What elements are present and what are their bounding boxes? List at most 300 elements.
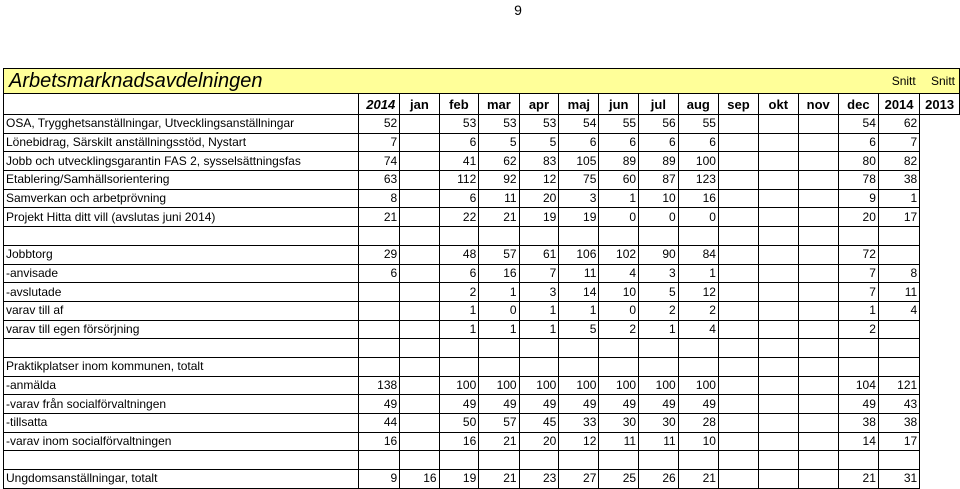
- value-cell: [599, 451, 639, 470]
- value-cell: [878, 320, 919, 339]
- value-cell: 1: [519, 301, 559, 320]
- value-cell: 10: [599, 283, 639, 302]
- value-cell: [798, 357, 838, 376]
- value-cell: 25: [599, 470, 639, 489]
- spacer-row: [4, 451, 960, 470]
- value-cell: 57: [479, 414, 519, 433]
- value-cell: 21: [358, 208, 400, 227]
- row-label: Etablering/Samhällsorientering: [4, 171, 359, 190]
- value-cell: [759, 283, 799, 302]
- value-cell: 3: [559, 189, 599, 208]
- value-cell: 1: [838, 301, 878, 320]
- value-cell: 49: [559, 395, 599, 414]
- snitt-label-2013: Snitt: [920, 69, 960, 94]
- value-cell: 52: [358, 115, 400, 134]
- value-cell: 21: [838, 470, 878, 489]
- value-cell: [718, 189, 758, 208]
- row-label: varav till egen försörjning: [4, 320, 359, 339]
- column-header: 2014: [358, 94, 400, 115]
- value-cell: 0: [639, 208, 679, 227]
- value-cell: 6: [678, 133, 718, 152]
- value-cell: [759, 115, 799, 134]
- value-cell: 9: [838, 189, 878, 208]
- value-cell: [479, 451, 519, 470]
- value-cell: [519, 339, 559, 358]
- value-cell: [798, 115, 838, 134]
- value-cell: 100: [678, 376, 718, 395]
- value-cell: 1: [678, 264, 718, 283]
- value-cell: [718, 414, 758, 433]
- table-row: [4, 283, 960, 302]
- value-cell: 54: [838, 115, 878, 134]
- value-cell: 27: [559, 470, 599, 489]
- value-cell: 4: [599, 264, 639, 283]
- value-cell: 53: [439, 115, 479, 134]
- value-cell: [718, 208, 758, 227]
- value-cell: 7: [358, 133, 400, 152]
- value-cell: 57: [479, 245, 519, 264]
- value-cell: 2: [678, 301, 718, 320]
- value-cell: [358, 451, 400, 470]
- value-cell: 21: [479, 470, 519, 489]
- table-row: [4, 171, 960, 190]
- value-cell: 2: [639, 301, 679, 320]
- value-cell: [400, 320, 439, 339]
- table-row: [4, 432, 960, 451]
- value-cell: [639, 357, 679, 376]
- value-cell: 100: [678, 152, 718, 171]
- column-header: okt: [759, 94, 799, 115]
- value-cell: [798, 189, 838, 208]
- value-cell: 19: [519, 208, 559, 227]
- spacer-row: [4, 227, 960, 246]
- table-row: [4, 357, 960, 376]
- value-cell: 100: [439, 376, 479, 395]
- value-cell: [759, 376, 799, 395]
- value-cell: [759, 451, 799, 470]
- value-cell: [718, 339, 758, 358]
- value-cell: [400, 395, 439, 414]
- value-cell: 31: [878, 470, 919, 489]
- value-cell: [798, 376, 838, 395]
- value-cell: 29: [358, 245, 400, 264]
- column-header: aug: [678, 94, 718, 115]
- row-label: Jobb och utvecklingsgarantin FAS 2, sysselsättningsfas: [4, 152, 359, 171]
- value-cell: 62: [479, 152, 519, 171]
- value-cell: 21: [479, 432, 519, 451]
- value-cell: [479, 357, 519, 376]
- row-label: Jobbtorg: [4, 245, 359, 264]
- value-cell: [798, 208, 838, 227]
- value-cell: 6: [838, 133, 878, 152]
- value-cell: [559, 357, 599, 376]
- value-cell: 100: [559, 376, 599, 395]
- value-cell: 2: [599, 320, 639, 339]
- value-cell: [639, 451, 679, 470]
- value-cell: 5: [639, 283, 679, 302]
- value-cell: [439, 357, 479, 376]
- snitt-label-2014: Snitt: [878, 69, 919, 94]
- value-cell: [878, 451, 919, 470]
- value-cell: [400, 152, 439, 171]
- value-cell: 7: [838, 283, 878, 302]
- value-cell: 41: [439, 152, 479, 171]
- value-cell: 38: [878, 171, 919, 190]
- row-label: Projekt Hitta ditt vill (avslutas juni 2014): [4, 208, 359, 227]
- value-cell: [400, 171, 439, 190]
- value-cell: 22: [439, 208, 479, 227]
- value-cell: [759, 339, 799, 358]
- value-cell: 50: [439, 414, 479, 433]
- value-cell: [400, 414, 439, 433]
- table-row: [4, 414, 960, 433]
- value-cell: 1: [479, 283, 519, 302]
- value-cell: [838, 357, 878, 376]
- value-cell: [599, 339, 639, 358]
- value-cell: 12: [559, 432, 599, 451]
- value-cell: [759, 171, 799, 190]
- value-cell: 102: [599, 245, 639, 264]
- value-cell: 100: [519, 376, 559, 395]
- value-cell: [559, 339, 599, 358]
- value-cell: [439, 227, 479, 246]
- value-cell: 44: [358, 414, 400, 433]
- value-cell: 0: [479, 301, 519, 320]
- value-cell: [400, 133, 439, 152]
- value-cell: 19: [559, 208, 599, 227]
- value-cell: 38: [838, 414, 878, 433]
- value-cell: 100: [479, 376, 519, 395]
- value-cell: 16: [358, 432, 400, 451]
- value-cell: 55: [599, 115, 639, 134]
- value-cell: 49: [678, 395, 718, 414]
- value-cell: [878, 339, 919, 358]
- column-header: dec: [838, 94, 878, 115]
- value-cell: 49: [599, 395, 639, 414]
- value-cell: [718, 227, 758, 246]
- sheet-title: Arbetsmarknadsavdelningen: [4, 69, 879, 94]
- column-header: nov: [798, 94, 838, 115]
- value-cell: 1: [439, 301, 479, 320]
- value-cell: 43: [878, 395, 919, 414]
- value-cell: 11: [878, 283, 919, 302]
- value-cell: [358, 227, 400, 246]
- value-cell: [400, 189, 439, 208]
- value-cell: 12: [519, 171, 559, 190]
- value-cell: 28: [678, 414, 718, 433]
- value-cell: 61: [519, 245, 559, 264]
- value-cell: [400, 339, 439, 358]
- value-cell: 30: [599, 414, 639, 433]
- value-cell: 9: [358, 470, 400, 489]
- value-cell: [838, 227, 878, 246]
- value-cell: 20: [838, 208, 878, 227]
- value-cell: 92: [479, 171, 519, 190]
- value-cell: [599, 357, 639, 376]
- value-cell: 104: [838, 376, 878, 395]
- row-label: [4, 339, 359, 358]
- value-cell: [718, 152, 758, 171]
- value-cell: 60: [599, 171, 639, 190]
- value-cell: 1: [639, 320, 679, 339]
- column-header: sep: [718, 94, 758, 115]
- value-cell: [798, 470, 838, 489]
- value-cell: [439, 451, 479, 470]
- row-label: -tillsatta: [4, 414, 359, 433]
- value-cell: 33: [559, 414, 599, 433]
- value-cell: [759, 320, 799, 339]
- value-cell: 16: [678, 189, 718, 208]
- row-label: [4, 227, 359, 246]
- value-cell: [718, 171, 758, 190]
- value-cell: 100: [599, 376, 639, 395]
- value-cell: 49: [439, 395, 479, 414]
- value-cell: 11: [639, 432, 679, 451]
- value-cell: 89: [639, 152, 679, 171]
- value-cell: 2: [439, 283, 479, 302]
- value-cell: 3: [519, 283, 559, 302]
- value-cell: [759, 152, 799, 171]
- column-header: feb: [439, 94, 479, 115]
- spacer-row: [4, 339, 960, 358]
- value-cell: 63: [358, 171, 400, 190]
- value-cell: [519, 451, 559, 470]
- value-cell: 16: [479, 264, 519, 283]
- value-cell: 14: [559, 283, 599, 302]
- value-cell: 10: [678, 432, 718, 451]
- column-header: jul: [639, 94, 679, 115]
- value-cell: 6: [599, 133, 639, 152]
- value-cell: 49: [838, 395, 878, 414]
- table-row: [4, 320, 960, 339]
- value-cell: [559, 227, 599, 246]
- value-cell: [759, 414, 799, 433]
- value-cell: [759, 432, 799, 451]
- value-cell: [759, 227, 799, 246]
- value-cell: 6: [439, 189, 479, 208]
- value-cell: [678, 227, 718, 246]
- column-header: 2013: [920, 94, 960, 115]
- value-cell: 6: [559, 133, 599, 152]
- value-cell: [798, 339, 838, 358]
- value-cell: 16: [439, 432, 479, 451]
- value-cell: [718, 395, 758, 414]
- value-cell: [400, 245, 439, 264]
- value-cell: [400, 432, 439, 451]
- value-cell: [718, 376, 758, 395]
- value-cell: [400, 208, 439, 227]
- value-cell: [358, 283, 400, 302]
- value-cell: 0: [599, 301, 639, 320]
- value-cell: [838, 451, 878, 470]
- value-cell: [400, 264, 439, 283]
- value-cell: [759, 133, 799, 152]
- value-cell: [400, 301, 439, 320]
- value-cell: [798, 451, 838, 470]
- value-cell: 72: [838, 245, 878, 264]
- value-cell: [678, 339, 718, 358]
- value-cell: [400, 283, 439, 302]
- value-cell: 49: [479, 395, 519, 414]
- value-cell: [718, 283, 758, 302]
- value-cell: 6: [358, 264, 400, 283]
- row-label: varav till af: [4, 301, 359, 320]
- value-cell: [718, 264, 758, 283]
- table-row: [4, 376, 960, 395]
- value-cell: [878, 245, 919, 264]
- table-row: [4, 189, 960, 208]
- header-row: [4, 94, 960, 115]
- value-cell: 55: [678, 115, 718, 134]
- title-row: [4, 69, 960, 94]
- value-cell: 5: [519, 133, 559, 152]
- value-cell: [838, 339, 878, 358]
- value-cell: 20: [519, 432, 559, 451]
- value-cell: 5: [479, 133, 519, 152]
- value-cell: [718, 451, 758, 470]
- value-cell: [678, 357, 718, 376]
- value-cell: 14: [838, 432, 878, 451]
- header-label-cell: [4, 94, 359, 115]
- value-cell: 26: [639, 470, 679, 489]
- value-cell: 84: [678, 245, 718, 264]
- value-cell: 106: [559, 245, 599, 264]
- value-cell: 0: [678, 208, 718, 227]
- table-row: [4, 264, 960, 283]
- value-cell: [519, 227, 559, 246]
- row-label: -anvisade: [4, 264, 359, 283]
- value-cell: 19: [439, 470, 479, 489]
- value-cell: [759, 395, 799, 414]
- value-cell: 3: [639, 264, 679, 283]
- value-cell: [798, 152, 838, 171]
- value-cell: [718, 470, 758, 489]
- column-header: jun: [599, 94, 639, 115]
- value-cell: 17: [878, 208, 919, 227]
- value-cell: [878, 227, 919, 246]
- value-cell: [400, 357, 439, 376]
- value-cell: 75: [559, 171, 599, 190]
- value-cell: 17: [878, 432, 919, 451]
- value-cell: 56: [639, 115, 679, 134]
- value-cell: 49: [639, 395, 679, 414]
- value-cell: 10: [639, 189, 679, 208]
- value-cell: [479, 339, 519, 358]
- value-cell: 5: [559, 320, 599, 339]
- value-cell: [358, 301, 400, 320]
- value-cell: 1: [559, 301, 599, 320]
- row-label: Praktikplatser inom kommunen, totalt: [4, 357, 359, 376]
- value-cell: [718, 432, 758, 451]
- value-cell: [358, 339, 400, 358]
- value-cell: 7: [519, 264, 559, 283]
- value-cell: 53: [519, 115, 559, 134]
- value-cell: [718, 133, 758, 152]
- value-cell: 21: [479, 208, 519, 227]
- value-cell: 30: [639, 414, 679, 433]
- table-row: [4, 115, 960, 134]
- value-cell: [759, 470, 799, 489]
- value-cell: [400, 376, 439, 395]
- value-cell: 1: [479, 320, 519, 339]
- value-cell: [400, 451, 439, 470]
- table-row: [4, 301, 960, 320]
- row-label: OSA, Trygghetsanställningar, Utvecklingsanställningar: [4, 115, 359, 134]
- value-cell: 123: [678, 171, 718, 190]
- row-label: Samverkan och arbetprövning: [4, 189, 359, 208]
- value-cell: 38: [878, 414, 919, 433]
- value-cell: [798, 320, 838, 339]
- value-cell: 54: [559, 115, 599, 134]
- value-cell: [798, 227, 838, 246]
- value-cell: 11: [559, 264, 599, 283]
- value-cell: 62: [878, 115, 919, 134]
- table-row: [4, 470, 960, 489]
- value-cell: [718, 357, 758, 376]
- column-header: apr: [519, 94, 559, 115]
- column-header: maj: [559, 94, 599, 115]
- value-cell: 53: [479, 115, 519, 134]
- value-cell: 0: [599, 208, 639, 227]
- value-cell: 6: [439, 264, 479, 283]
- value-cell: [798, 414, 838, 433]
- value-cell: 105: [559, 152, 599, 171]
- table-row: [4, 395, 960, 414]
- value-cell: [718, 115, 758, 134]
- table-row: [4, 152, 960, 171]
- value-cell: [718, 301, 758, 320]
- table-row: [4, 133, 960, 152]
- value-cell: [358, 357, 400, 376]
- value-cell: 23: [519, 470, 559, 489]
- value-cell: 138: [358, 376, 400, 395]
- row-label: -anmälda: [4, 376, 359, 395]
- page-number: 9: [514, 2, 522, 18]
- value-cell: 1: [519, 320, 559, 339]
- value-cell: [678, 451, 718, 470]
- row-label: -varav inom socialförvaltningen: [4, 432, 359, 451]
- value-cell: 6: [439, 133, 479, 152]
- value-cell: [759, 189, 799, 208]
- value-cell: [798, 395, 838, 414]
- value-cell: 11: [599, 432, 639, 451]
- value-cell: [639, 227, 679, 246]
- value-cell: [400, 115, 439, 134]
- value-cell: 1: [439, 320, 479, 339]
- value-cell: 2: [838, 320, 878, 339]
- value-cell: 11: [479, 189, 519, 208]
- value-cell: 49: [358, 395, 400, 414]
- value-cell: 8: [878, 264, 919, 283]
- row-label: Ungdomsanställningar, totalt: [4, 470, 359, 489]
- value-cell: [798, 432, 838, 451]
- value-cell: 7: [878, 133, 919, 152]
- value-cell: [798, 133, 838, 152]
- value-cell: [878, 357, 919, 376]
- value-cell: [798, 283, 838, 302]
- table-row: [4, 208, 960, 227]
- row-label: Lönebidrag, Särskilt anställningsstöd, Nystart: [4, 133, 359, 152]
- value-cell: [798, 264, 838, 283]
- column-header: 2014: [878, 94, 919, 115]
- value-cell: [759, 357, 799, 376]
- value-cell: [559, 451, 599, 470]
- value-cell: 45: [519, 414, 559, 433]
- value-cell: 100: [639, 376, 679, 395]
- value-cell: [798, 301, 838, 320]
- value-cell: 1: [878, 189, 919, 208]
- value-cell: 6: [639, 133, 679, 152]
